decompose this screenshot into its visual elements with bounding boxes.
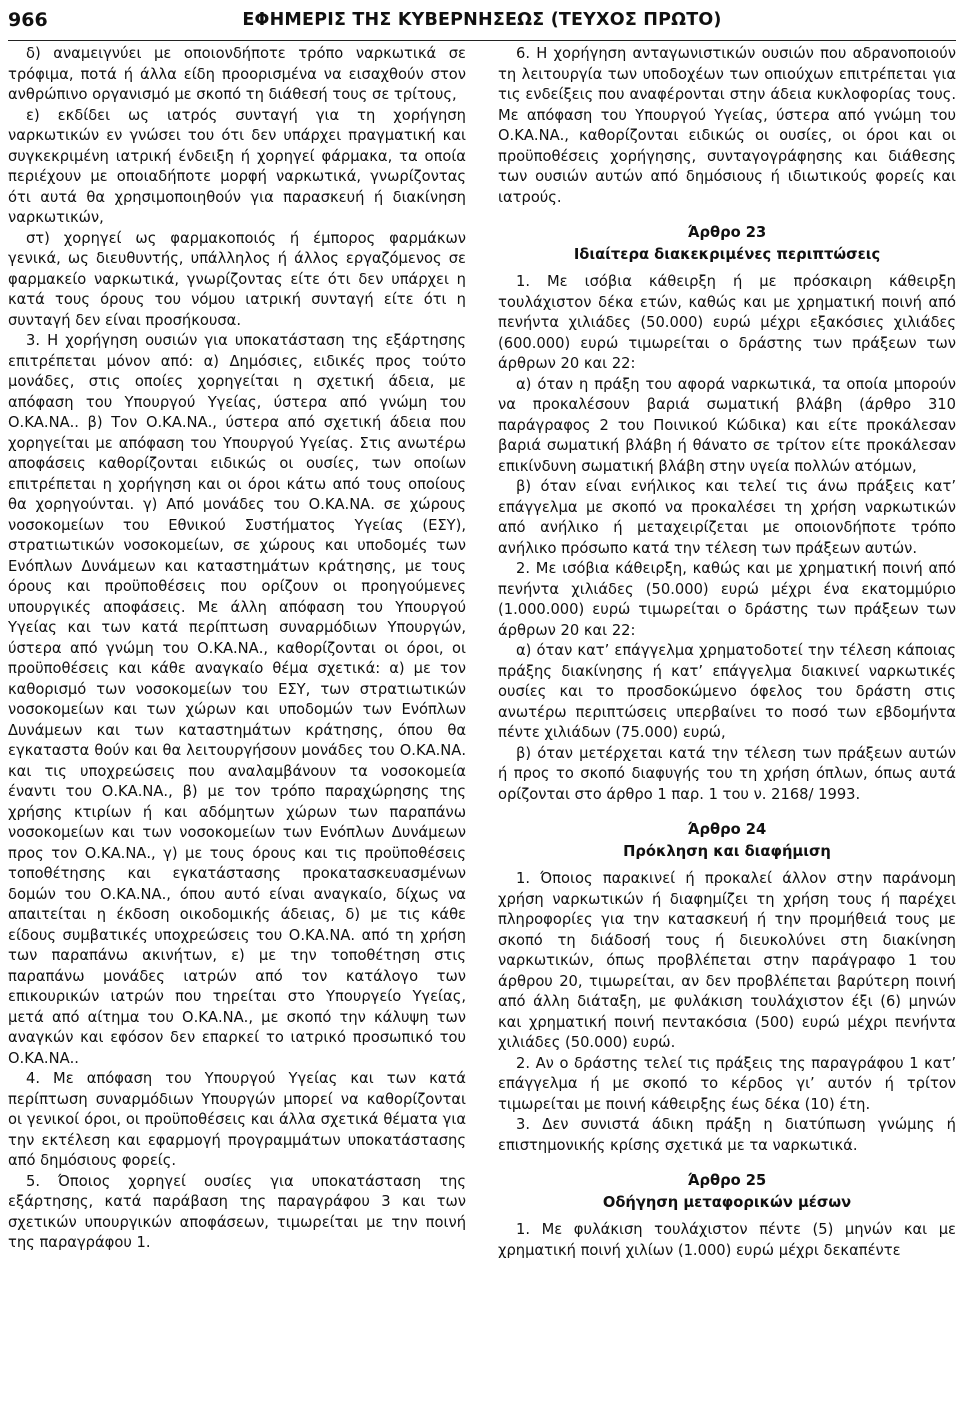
paragraph: 2. Αν ο δράστης τελεί τις πράξεις της παραγράφου 1 κατ’ επάγγελμα ή με σκοπό το κέρδος γι’ αυτόν ή τρίτον τιμωρείται με ποινή κάθειρξης έως δέκα (10) έτη. [498,1054,956,1113]
paragraph: 2. Με ισόβια κάθειρξη, καθώς και με χρηματική ποινή από πενήντα χιλιάδες (50.000) ευρώ μέχρι ένα εκατομμύριο (1.000.000) ευρώ τιμωρείται ο δράστης των πράξεων των άρθρων 20 και 22: [498,560,956,639]
paragraph: δ) αναμειγνύει με οποιονδήποτε τρόπο ναρκωτικά σε τρόφιμα, ποτά ή άλλα είδη προορισμένα να εισαχθούν στον ανθρώπινο οργανισμό με σκοπό τη διάθεσή τους σε τρίτους, [8,45,466,103]
paragraph: 1. Με ισόβια κάθειρξη ή με πρόσκαιρη κάθειρξη τουλάχιστον δέκα ετών, καθώς και με χρηματική ποινή από πενήντα χιλιάδες (50.000) ευρώ μέχρι εξακόσιες χιλιάδες (600.000) ευρώ τιμωρείται ο δράστης των πράξεων των άρθρων 20 και 22: [498,273,956,372]
paragraph: 1. Όποιος παρακινεί ή προκαλεί άλλον στην παράνομη χρήση ναρκωτικών ή διαφημίζει τη χρήση τους ή παρέχει πληροφορίες για την κατασκευή ή την προμήθειά τους με σκοπό τη διάδοσή τους ή διευκολύνει στη διακίνηση ναρκωτικών, όπως προβλέπεται στην παράγραφο 1 του άρθρου 20, τιμωρείται, αν δεν προβλέπεται βαρύτερη ποινή από άλλη διάταξη, με φυλάκιση τουλάχιστον έξι (6) μηνών και χρηματική ποινή πεντακόσια (500) ευρώ μέχρι πενήντα χιλιάδες (50.000) ευρώ. [498,870,956,1051]
article-number: Άρθρο 23 [687,224,767,241]
article-title: Πρόκληση και διαφήμιση [623,843,831,860]
page-number: 966 [8,9,48,31]
article-number: Άρθρο 24 [687,821,767,838]
paragraph: α) όταν κατ’ επάγγελμα χρηματοδοτεί την τέλεση κάποιας πράξης διακίνησης ή κατ’ επάγγελμα διακινεί ναρκωτικές ουσίες και το προσδοκώμενο όφελος του δράστη στις ανωτέρω περιπτώσεις υπερβαίνει το ποσό των εβδομήντα πέντε χιλιάδων (75.000) ευρώ, [498,642,956,741]
paragraph: 4. Με απόφαση του Υπουργού Υγείας και των κατά περίπτωση συναρμόδιων Υπουργών μπορεί να καθορίζονται οι γενικοί όροι, οι προϋποθέσεις και άλλα σχετικά θέματα για την εκτέλεση και εφαρμογή προγραμμάτων υποκατάστασης από δημόσιους φορείς. [8,1070,466,1169]
article-number: Άρθρο 25 [687,1172,767,1189]
text-columns [8,44,956,1425]
paragraph: α) όταν η πράξη του αφορά ναρκωτικά, τα οποία μπορούν να προκαλέσουν βαριά σωματική βλάβη (άρθρο 310 παράγραφος 2 του Ποινικού Κώδικα) και είτε προκάλεσαν βαριά σωματική βλάβη ή θάνατο σε τρίτον είτε προκάλεσαν επικίνδυνη σωματική βλάβη στην υγεία πολλών ατόμων, [498,375,956,475]
right-column [482,44,956,1425]
paragraph: 6. Η χορήγηση ανταγωνιστικών ουσιών που αδρανοποιούν τη λειτουργία των υποδοχέων των οπιούχων επιτρέπεται για τις ενδείξεις που αναφέρονται στην άδεια κυκλοφορίας τους. Με απόφαση του Υπουργού Υγείας, ύστερα από γνώμη του Ο.ΚΑ.ΝΑ., καθορίζονται ειδικώς οι ουσίες, οι όροι και οι προϋποθέσεις χορήγησης, συνταγογράφησης και διάθεσης των ουσιών αυτών από δημόσιους ή ιδιωτικούς φορείς και ιατρούς. [498,45,956,206]
paragraph: 3. Η χορήγηση ουσιών για υποκατάσταση της εξάρτησης επιτρέπεται μόνον από: α) Δημόσιες, ειδικές προς τούτο μονάδες, στις οποίες χορηγείται η σχετική άδεια, με απόφαση του Υπουργού Υγείας, ύστερα από γνώμη του Ο.ΚΑ.ΝΑ.. β) Τον Ο.ΚΑ.ΝΑ., ύστερα από σχετική άδεια που χορηγείται με απόφαση του Υπουργού Υγείας. Στις ανωτέρω αποφάσεις καθορίζονται ειδικώς οι ουσίες, των οποίων επιτρέπεται η χορήγηση και οι όροι κάτω από τους οποίους θα χορηγούνται. γ) Από μονάδες του Ο.ΚΑ.ΝΑ. σε χώρους νοσοκομείων του Εθνικού Συστήματος Υγείας (ΕΣΥ), στρατιωτικών νοσοκομείων, σε χώρους και υποδομές των Ενόπλων Δυνάμεων και καταστημάτων κράτησης, με τους όρους και προϋποθέσεις που ορίζουν οι προηγούμενες υπουργικές αποφάσεις. Με άλλη απόφαση του Υπουργού Υγείας και των κατά περίπτωση συναρμόδιων Υπουργών, ύστερα από γνώμη του Ο.ΚΑ.ΝΑ., καθορίζονται οι όροι, οι προϋποθέσεις και κάθε αναγκαίο θέμα σχετικά: α) με τον καθορισμό των νοσοκομείων του ΕΣΥ, των στρατιωτικών νοσοκομείων και των χώρων και υποδομών των Ενόπλων Δυνάμεων και των καταστημάτων κράτησης, όπου θα εγκαταστα θούν και θα λειτουργήσουν μονάδες του Ο.ΚΑ.ΝΑ. και τις υποχρεώσεις που αναλαμβάνουν τα νοσοκομεία έναντι του Ο.ΚΑ.ΝΑ., β) με τον τρόπο παραχώρησης της χρήσης κτιρίων ή και αδόμητων χώρων των παραπάνω νοσοκομείων και των νοσοκομείων των Ενόπλων Δυνάμεων προς τον Ο.ΚΑ.ΝΑ., γ) με τους όρους και τις προϋποθέσεις τοποθέτησης και εγκατάστασης προκατασκευασμένων δομών του Ο.ΚΑ.ΝΑ., όπου αυτό είναι αναγκαίο, δίχως να απαιτείται η έκδοση οικοδομικής άδειας, δ) με τις κάθε είδους συμβατικές υποχρεώσεις του Ο.ΚΑ.ΝΑ. από τη χρήση των παραπάνω ακινήτων, ε) με την τοποθέτηση στις παραπάνω μονάδες ιατρών από τον κατάλογο των επικουρικών ιατρών που τηρείται στο Υπουργείο Υγείας, μετά από αίτημα του Ο.ΚΑ.ΝΑ., με σκοπό την κάλυψη των αναγκών και εφόσον δεν επαρκεί το ιατρικό προσωπικό του Ο.ΚΑ.ΝΑ.. [8,332,466,1067]
article-title: Ιδιαίτερα διακεκριμένες περιπτώσεις [573,246,881,263]
article-25-heading [498,1170,956,1214]
paragraph: β) όταν μετέρχεται κατά την τέλεση των πράξεων αυτών ή προς το σκοπό διαφυγής του τη χρήση όπλων, όπως αυτά ορίζονται στο άρθρο 1 παρ. 1 του ν. 2168/ 1993. [498,744,956,803]
article-title: Οδήγηση μεταφορικών μέσων [602,1194,852,1211]
paragraph: 3. Δεν συνιστά άδικη πράξη η διατύπωση γνώμης ή επιστημονικής κρίσης σχετικά με τα ναρκωτικά. [498,1116,956,1154]
left-column [8,44,482,1425]
paragraph: ε) εκδίδει ως ιατρός συνταγή για τη χορήγηση ναρκωτικών εν γνώσει του ότι δεν υπάρχει πραγματική και συγκεκριμένη ιατρική ένδειξη ή χορηγεί φάρμακα, τα οποία περιέχουν με οποιαδήποτε μορφή ναρκωτικά, γνωρίζοντας ότι αυτά θα χρησιμοποιηθούν για παρασκευή ή διακίνηση ναρκωτικών, [8,106,466,226]
paragraph: β) όταν είναι ενήλικος και τελεί τις άνω πράξεις κατ’ επάγγελμα με σκοπό να προκαλέσει τη χρήση ναρκωτικών από ανήλικο ή μεταχειρίζεται με οποιονδήποτε τρόπο ανήλικο πρόσωπο κατά την τέλεση των πράξεων αυτών. [498,478,956,557]
gazette-title: ΕΦΗΜΕΡΙΣ ΤΗΣ ΚΥΒΕΡΝΗΣΕΩΣ (ΤΕΥΧΟΣ ΠΡΩΤΟ) [242,10,722,30]
page-header [8,0,956,41]
paragraph: στ) χορηγεί ως φαρμακοποιός ή έμπορος φαρμάκων γενικά, ως διευθυντής, υπάλληλος ή άλλος εργαζόμενος σε φαρμακείο ναρκωτικά, γνωρίζοντας είτε ότι δεν υπάρχει η κατά τους όρους του νόμου ιατρική συνταγή είτε ότι η συνταγή δεν είναι προσήκουσα. [8,229,466,329]
article-24-heading [498,819,956,863]
article-23-heading [498,222,956,266]
paragraph: 1. Με φυλάκιση τουλάχιστον πέντε (5) μηνών και με χρηματική ποινή χιλίων (1.000) ευρώ μέχρι δεκαπέντε [498,1221,956,1259]
paragraph: 5. Όποιος χορηγεί ουσίες για υποκατάσταση της εξάρτησης, κατά παράβαση της παραγράφου 3 και των σχετικών υπουργικών αποφάσεων, τιμωρείται με την ποινή της παραγράφου 1. [8,1172,466,1251]
